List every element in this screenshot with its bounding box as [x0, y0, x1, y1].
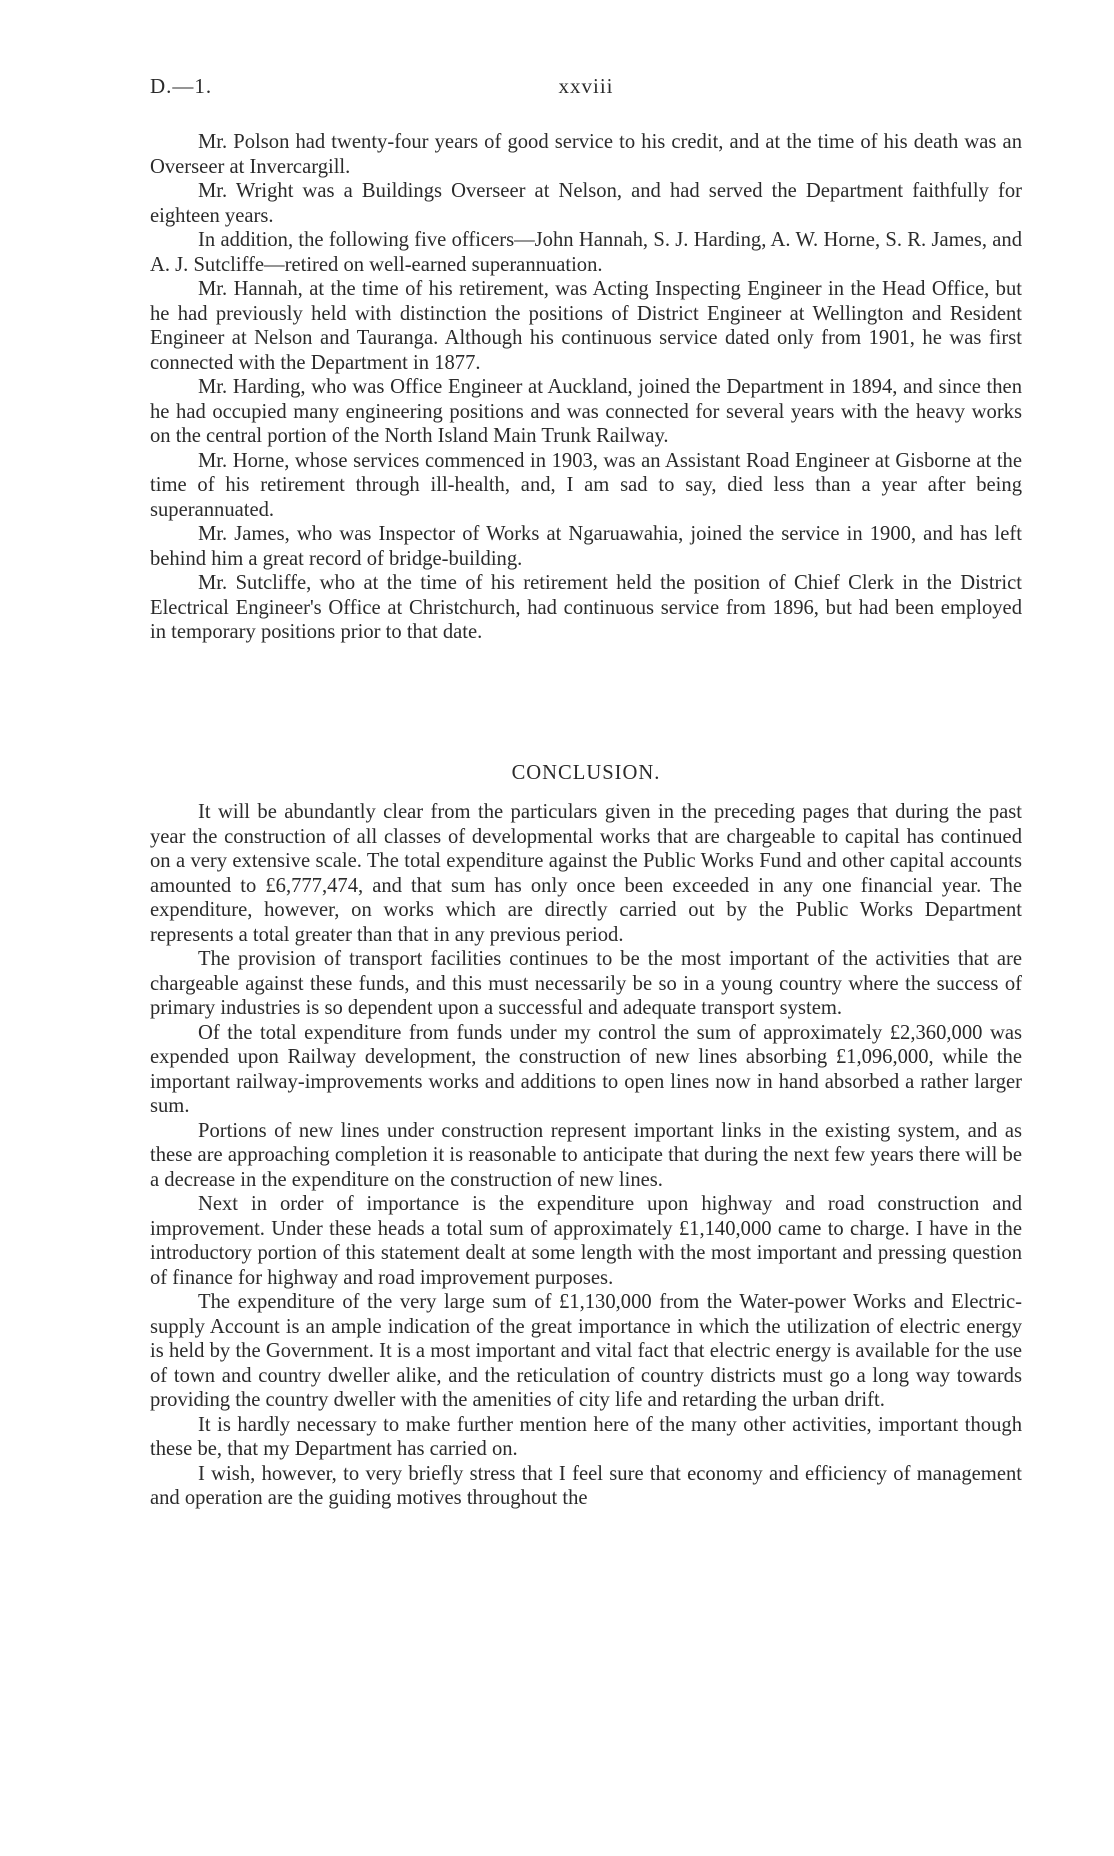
paragraph: Of the total expenditure from funds under my control the sum of approximately £2,360,000 was expended upon Railway development, the construction of new lines absorbing £1,096,000, while the important railway-improvements works and additions to open lines now in hand absorbed a rather larger sum.	[150, 1021, 1022, 1117]
page-number: xxviii	[558, 74, 614, 98]
retirements-section	[150, 130, 1022, 645]
paragraph: The expenditure of the very large sum of £1,130,000 from the Water-power Works and Electric-supply Account is an ample indication of the great importance in which the utilization of electric energy is held by the Government. It is a most important and vital fact that electric energy is available for the use of town and country dweller alike, and the reticulation of country districts must go a long way towards providing the country dweller with the amenities of city life and retarding the urban drift.	[150, 1291, 1022, 1411]
paragraph: Portions of new lines under construction represent important links in the existing system, and as these are approaching completion it is reasonable to anticipate that during the next few years there will be a decrease in the expenditure on the construction of new lines.	[150, 1119, 1022, 1191]
paragraph: I wish, however, to very briefly stress that I feel sure that economy and efficiency of management and operation are the guiding motives throughout the	[150, 1462, 1022, 1509]
document-reference: D.—1.	[150, 74, 213, 98]
paragraph: Mr. Harding, who was Office Engineer at Auckland, joined the Department in 1894, and since then he had occupied many engineering positions and was connected for several years with the heavy works on the central portion of the North Island Main Trunk Railway.	[150, 376, 1022, 447]
paragraph: Mr. Wright was a Buildings Overseer at Nelson, and had served the Department faithfully for eighteen years.	[150, 180, 1022, 227]
paragraph: Next in order of importance is the expenditure upon highway and road construction and improvement. Under these heads a total sum of approximately £1,140,000 came to charge. I have in the introductory portion of this statement dealt at some length with the most important and pressing question of finance for highway and road improvement purposes.	[150, 1193, 1022, 1289]
paragraph: Mr. Sutcliffe, who at the time of his retirement held the position of Chief Clerk in the District Electrical Engineer's Office at Christchurch, had continuous service from 1896, but had been employed in temporary positions prior to that date.	[150, 572, 1022, 643]
conclusion-section	[150, 800, 1022, 1511]
paragraph: In addition, the following five officers—John Hannah, S. J. Harding, A. W. Horne, S. R. James, and A. J. Sutcliffe—retired on well-earned superannuation.	[150, 229, 1022, 276]
paragraph: Mr. Polson had twenty-four years of good service to his credit, and at the time of his death was an Overseer at Invercargill.	[150, 131, 1022, 178]
paragraph: It will be abundantly clear from the particulars given in the preceding pages that during the past year the construction of all classes of developmental works that are chargeable to capital has continued on a very extensive scale. The total expenditure against the Public Works Fund and other capital accounts amounted to £6,777,474, and that sum has only once been exceeded in any one financial year. The expenditure, however, on works which are directly carried out by the Public Works Department represents a total greater than that in any previous period.	[150, 801, 1022, 946]
paragraph: Mr. Horne, whose services commenced in 1903, was an Assistant Road Engineer at Gisborne at the time of his retirement through ill-health, and, I am sad to say, died less than a year after being superannuated.	[150, 449, 1022, 521]
paragraph: Mr. Hannah, at the time of his retirement, was Acting Inspecting Engineer in the Head Office, but he had previously held with distinction the positions of District Engineer at Wellington and Resident Engineer at Nelson and Tauranga. Although his continuous service dated only from 1901, he was first connected with the Department in 1877.	[150, 278, 1022, 374]
page-header	[150, 74, 1022, 104]
paragraph: The provision of transport facilities continues to be the most important of the activities that are chargeable against these funds, and this must necessarily be so in a young country where the success of primary industries is so dependent upon a successful and adequate transport system.	[150, 948, 1022, 1019]
paragraph: Mr. James, who was Inspector of Works at Ngaruawahia, joined the service in 1900, and has left behind him a great record of bridge-building.	[150, 523, 1022, 570]
conclusion-heading: CONCLUSION.	[511, 762, 661, 784]
paragraph: It is hardly necessary to make further mention here of the many other activities, important though these be, that my Department has carried on.	[150, 1413, 1022, 1460]
